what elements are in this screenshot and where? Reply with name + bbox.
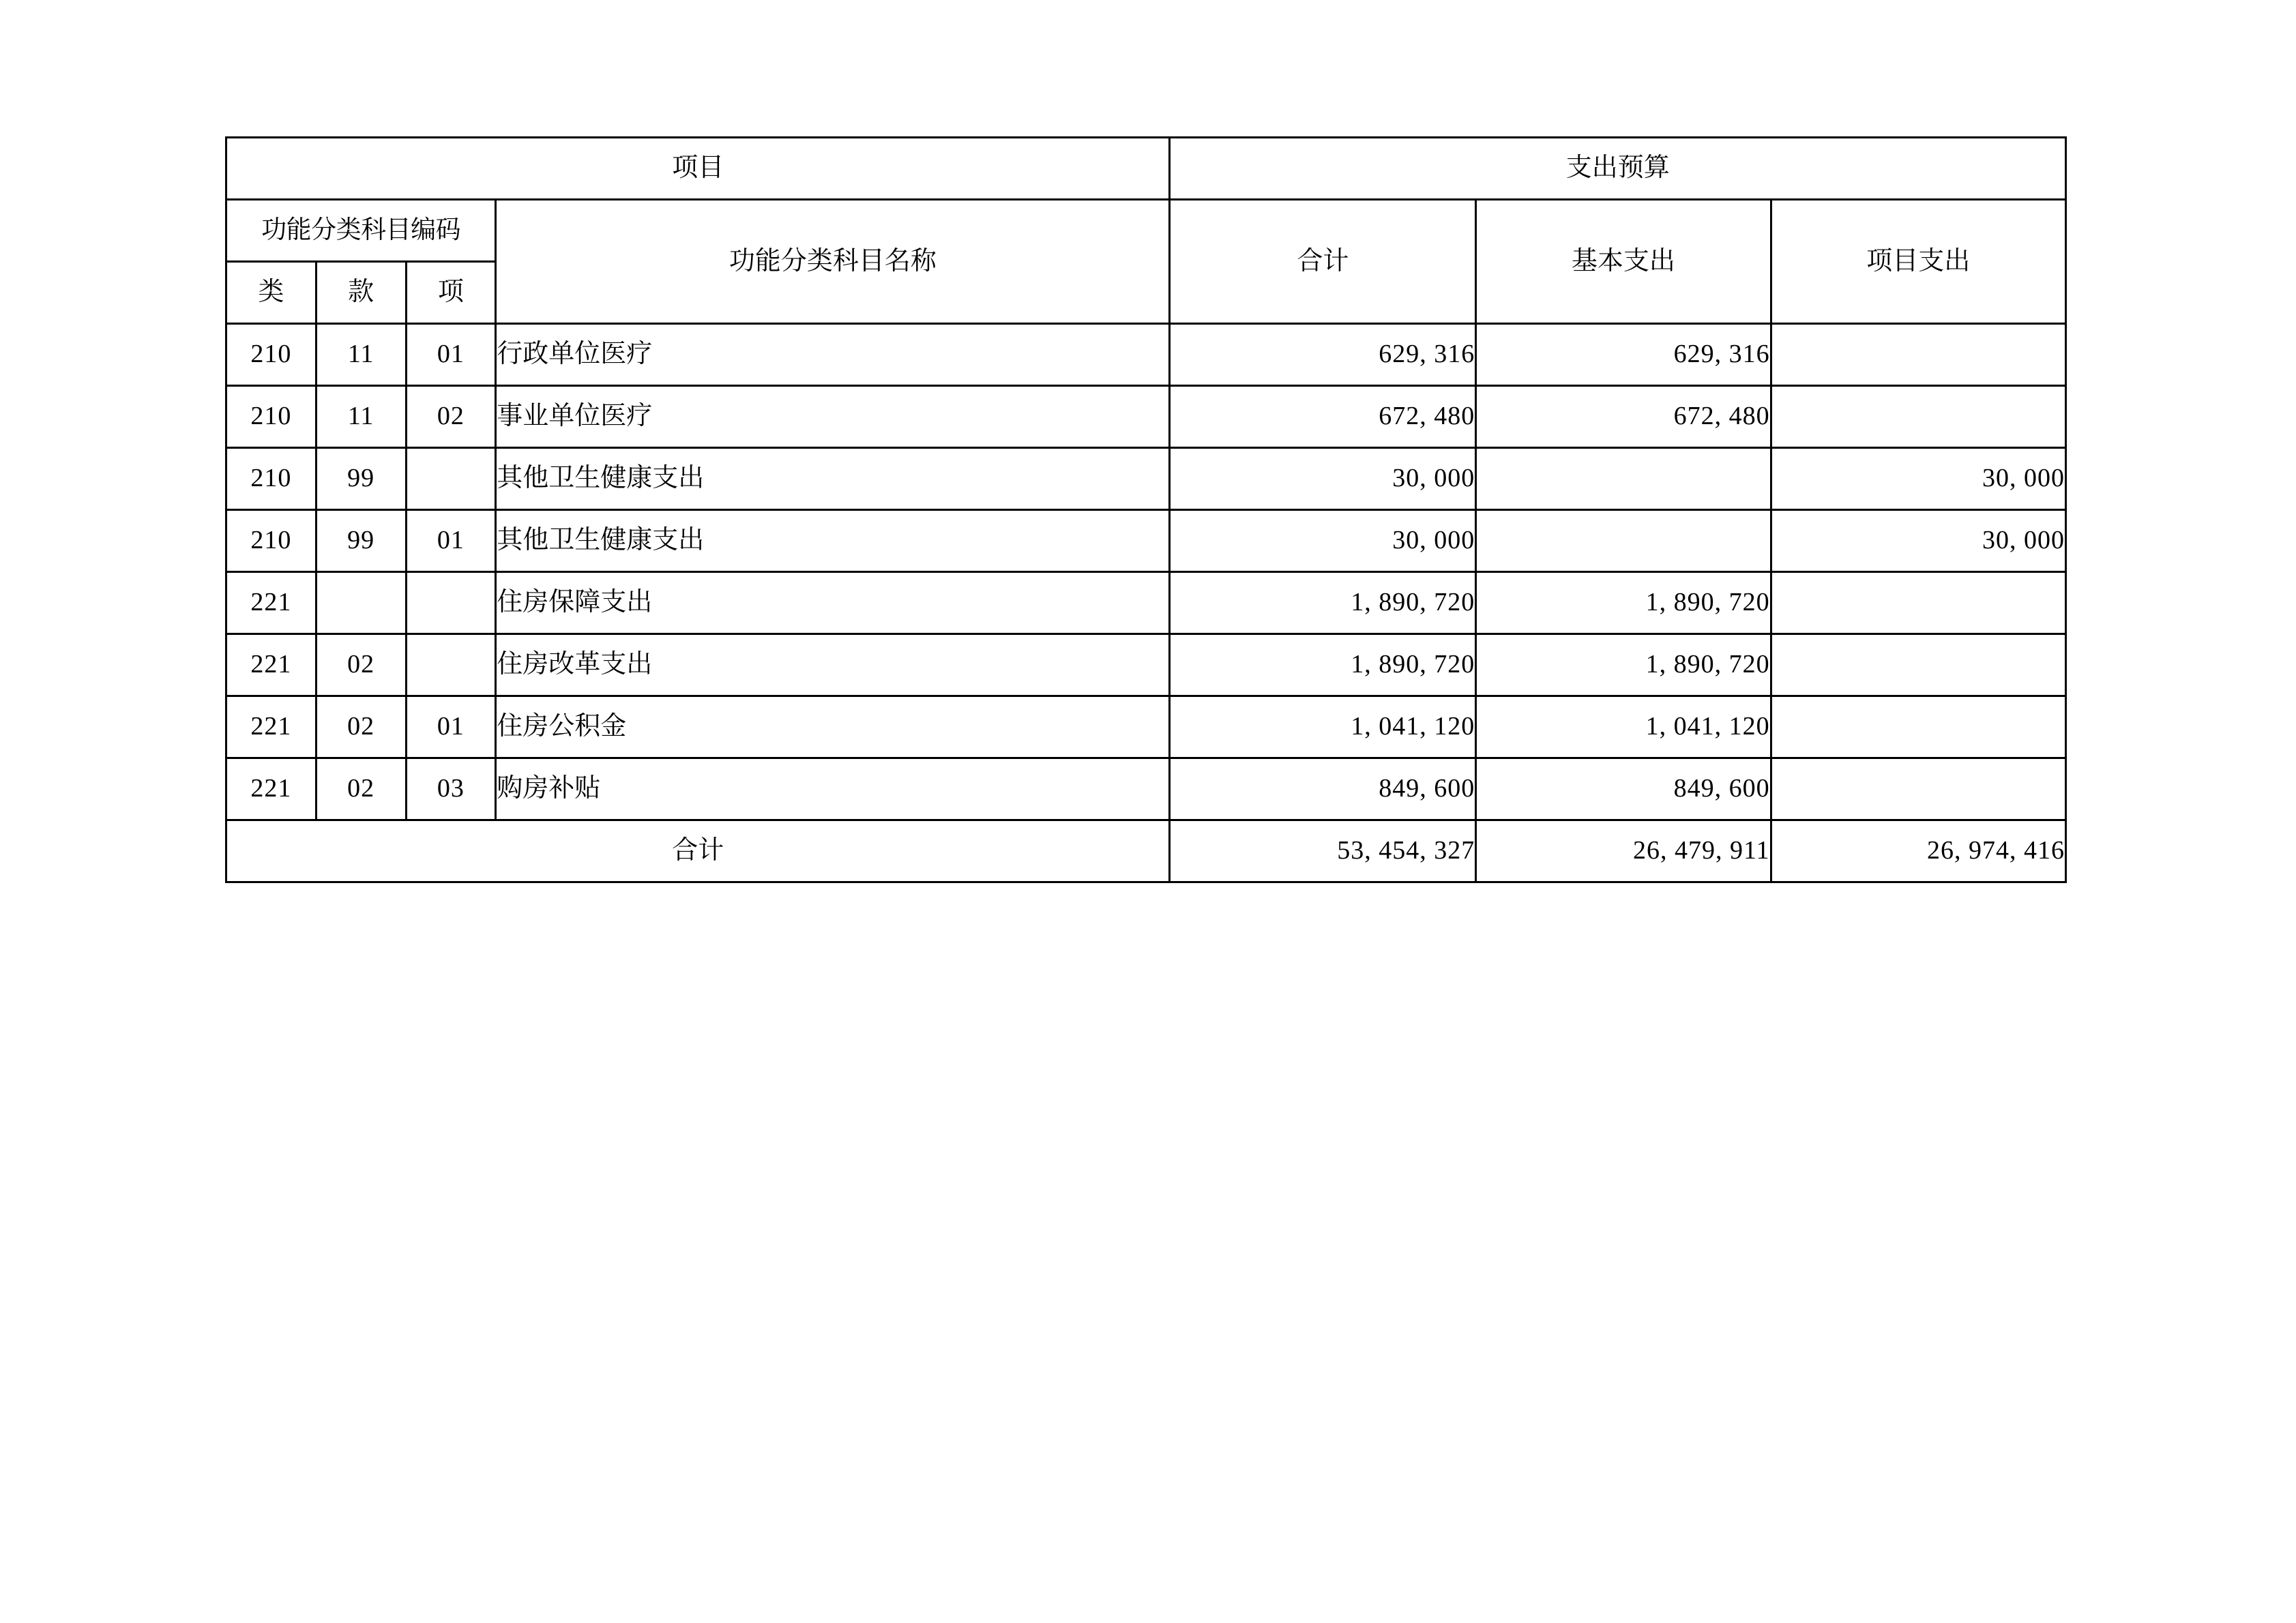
cell-basic: 1, 890, 720 — [1476, 572, 1771, 634]
expenditure-budget-table — [225, 136, 2067, 883]
cell-lei: 210 — [226, 386, 317, 448]
cell-project: 30, 000 — [1771, 510, 2065, 572]
total-label: 合计 — [226, 820, 1170, 882]
cell-kuan: 02 — [316, 634, 406, 696]
cell-project — [1771, 696, 2065, 758]
header-total: 合计 — [1170, 200, 1476, 324]
cell-total: 1, 041, 120 — [1170, 696, 1476, 758]
total-total: 53, 454, 327 — [1170, 820, 1476, 882]
cell-xiang: 01 — [406, 696, 496, 758]
cell-xiang: 02 — [406, 386, 496, 448]
cell-project — [1771, 386, 2065, 448]
cell-name: 事业单位医疗 — [496, 386, 1170, 448]
cell-xiang: 01 — [406, 324, 496, 386]
cell-lei: 221 — [226, 634, 317, 696]
table-total-row — [226, 820, 2066, 882]
budget-sheet — [225, 136, 2067, 883]
cell-xiang: 01 — [406, 510, 496, 572]
table-row — [226, 386, 2066, 448]
header-basic-expenditure: 基本支出 — [1476, 200, 1771, 324]
cell-basic: 849, 600 — [1476, 758, 1771, 820]
cell-lei: 221 — [226, 696, 317, 758]
cell-xiang: 03 — [406, 758, 496, 820]
header-code-xiang: 项 — [406, 262, 496, 324]
cell-project — [1771, 758, 2065, 820]
cell-lei: 210 — [226, 510, 317, 572]
header-code-lei: 类 — [226, 262, 317, 324]
cell-project: 30, 000 — [1771, 448, 2065, 510]
cell-lei: 221 — [226, 572, 317, 634]
cell-name: 住房改革支出 — [496, 634, 1170, 696]
cell-lei: 221 — [226, 758, 317, 820]
cell-basic — [1476, 448, 1771, 510]
total-basic: 26, 479, 911 — [1476, 820, 1771, 882]
cell-project — [1771, 634, 2065, 696]
cell-kuan: 99 — [316, 448, 406, 510]
table-row — [226, 696, 2066, 758]
cell-kuan: 11 — [316, 324, 406, 386]
header-subject-name: 功能分类科目名称 — [496, 200, 1170, 324]
table-header-row — [226, 200, 2066, 262]
cell-xiang — [406, 634, 496, 696]
cell-kuan: 11 — [316, 386, 406, 448]
table-row — [226, 758, 2066, 820]
cell-name: 行政单位医疗 — [496, 324, 1170, 386]
cell-project — [1771, 324, 2065, 386]
cell-name: 其他卫生健康支出 — [496, 448, 1170, 510]
cell-kuan — [316, 572, 406, 634]
cell-kuan: 02 — [316, 758, 406, 820]
header-code-group: 功能分类科目编码 — [226, 200, 496, 262]
header-expenditure-group: 支出预算 — [1170, 138, 2066, 200]
cell-project — [1771, 572, 2065, 634]
cell-total: 1, 890, 720 — [1170, 634, 1476, 696]
cell-basic: 1, 890, 720 — [1476, 634, 1771, 696]
table-row — [226, 448, 2066, 510]
cell-basic — [1476, 510, 1771, 572]
cell-total: 1, 890, 720 — [1170, 572, 1476, 634]
table-row — [226, 572, 2066, 634]
header-code-kuan: 款 — [316, 262, 406, 324]
cell-total: 30, 000 — [1170, 448, 1476, 510]
cell-xiang — [406, 572, 496, 634]
cell-lei: 210 — [226, 324, 317, 386]
cell-lei: 210 — [226, 448, 317, 510]
table-row — [226, 634, 2066, 696]
cell-name: 住房公积金 — [496, 696, 1170, 758]
header-project-expenditure: 项目支出 — [1771, 200, 2065, 324]
cell-name: 住房保障支出 — [496, 572, 1170, 634]
cell-xiang — [406, 448, 496, 510]
cell-kuan: 02 — [316, 696, 406, 758]
cell-basic: 1, 041, 120 — [1476, 696, 1771, 758]
table-row — [226, 324, 2066, 386]
table-header-group-row — [226, 138, 2066, 200]
cell-total: 672, 480 — [1170, 386, 1476, 448]
cell-total: 30, 000 — [1170, 510, 1476, 572]
cell-total: 629, 316 — [1170, 324, 1476, 386]
cell-basic: 672, 480 — [1476, 386, 1771, 448]
cell-name: 其他卫生健康支出 — [496, 510, 1170, 572]
table-row — [226, 510, 2066, 572]
cell-kuan: 99 — [316, 510, 406, 572]
cell-total: 849, 600 — [1170, 758, 1476, 820]
cell-basic: 629, 316 — [1476, 324, 1771, 386]
header-project-group: 项目 — [226, 138, 1170, 200]
cell-name: 购房补贴 — [496, 758, 1170, 820]
total-project: 26, 974, 416 — [1771, 820, 2065, 882]
